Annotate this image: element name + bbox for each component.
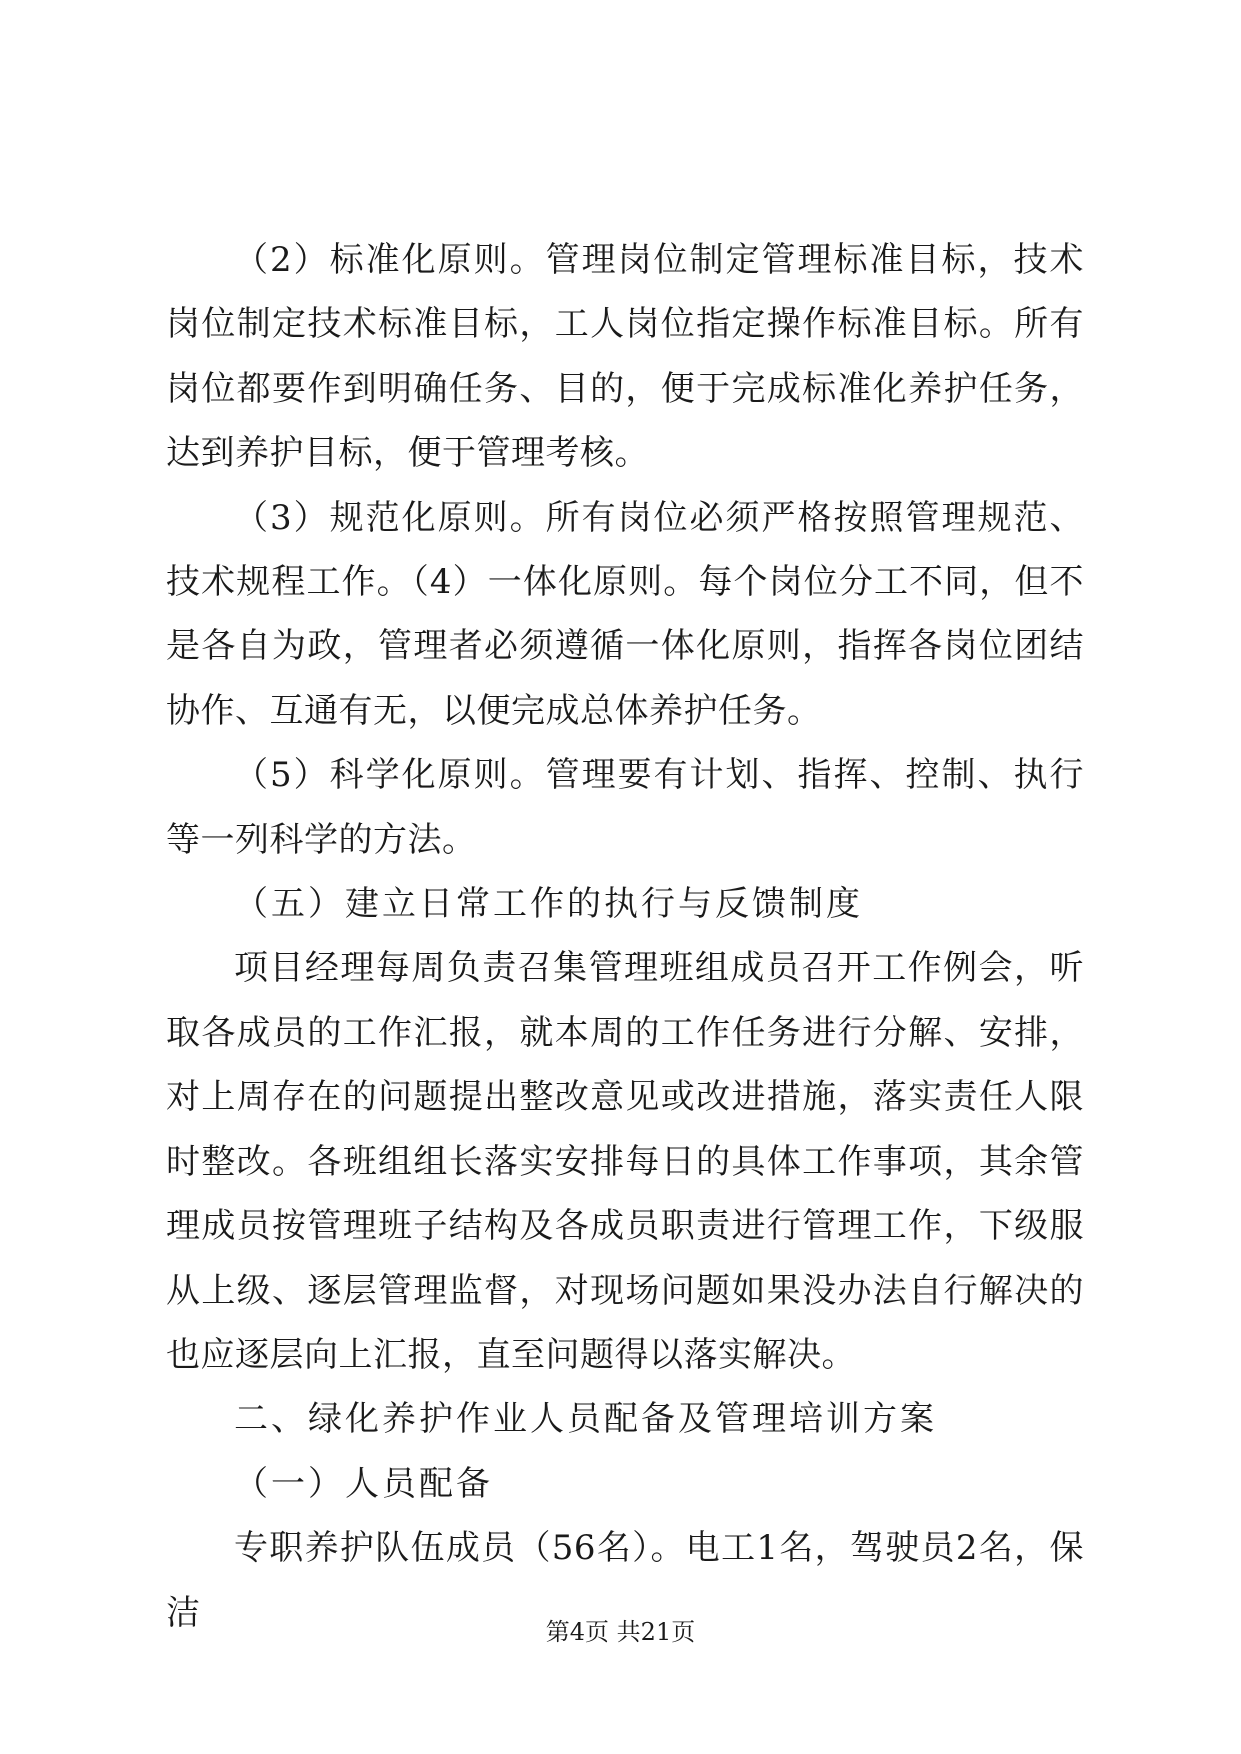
page-number-footer: 第4页 共21页 (545, 1618, 696, 1646)
paragraph-weekly-meeting: 项目经理每周负责召集管理班组成员召开工作例会，听取各成员的工作汇报，就本周的工作任务进行分解、安排，对上周存在的问题提出整改意见或改进措施，落实责任人限时整改。各班组组长落实安排每日的具体工作事项，其余管理成员按管理班子结构及各成员职责进行管理工作，下级服从上级、逐层管理监督，对现场问题如果没办法自行解决的也应逐层向上汇报，直至问题得以落实解决。 (166, 948, 1084, 1375)
section-heading-staffing-training: 二、绿化养护作业人员配备及管理培训方案 (234, 1399, 937, 1440)
document-body (166, 228, 1084, 1645)
paragraph-normalization-integration: （3）规范化原则。所有岗位必须严格按照管理规范、技术规程工作。（4）一体化原则。每个岗位分工不同，但不是各自为政，管理者必须遵循一体化原则，指挥各岗位团结协作、互通有无，以便完成总体养护任务。 (166, 497, 1084, 731)
section-heading-feedback-system: （五）建立日常工作的执行与反馈制度 (234, 884, 863, 925)
paragraph-scientific: （5）科学化原则。管理要有计划、指挥、控制、执行等一列科学的方法。 (166, 755, 1084, 860)
paragraph-standardization: （2）标准化原则。管理岗位制定管理标准目标，技术岗位制定技术标准目标，工人岗位指定操作标准目标。所有岗位都要作到明确任务、目的，便于完成标准化养护任务，达到养护目标，便于管理考核。 (166, 240, 1084, 474)
paragraph-staff-list: 专职养护队伍成员（56名）。电工1名，驾驶员2名，保洁 (166, 1528, 1084, 1633)
subsection-heading-staffing: （一）人员配备 (234, 1463, 493, 1504)
